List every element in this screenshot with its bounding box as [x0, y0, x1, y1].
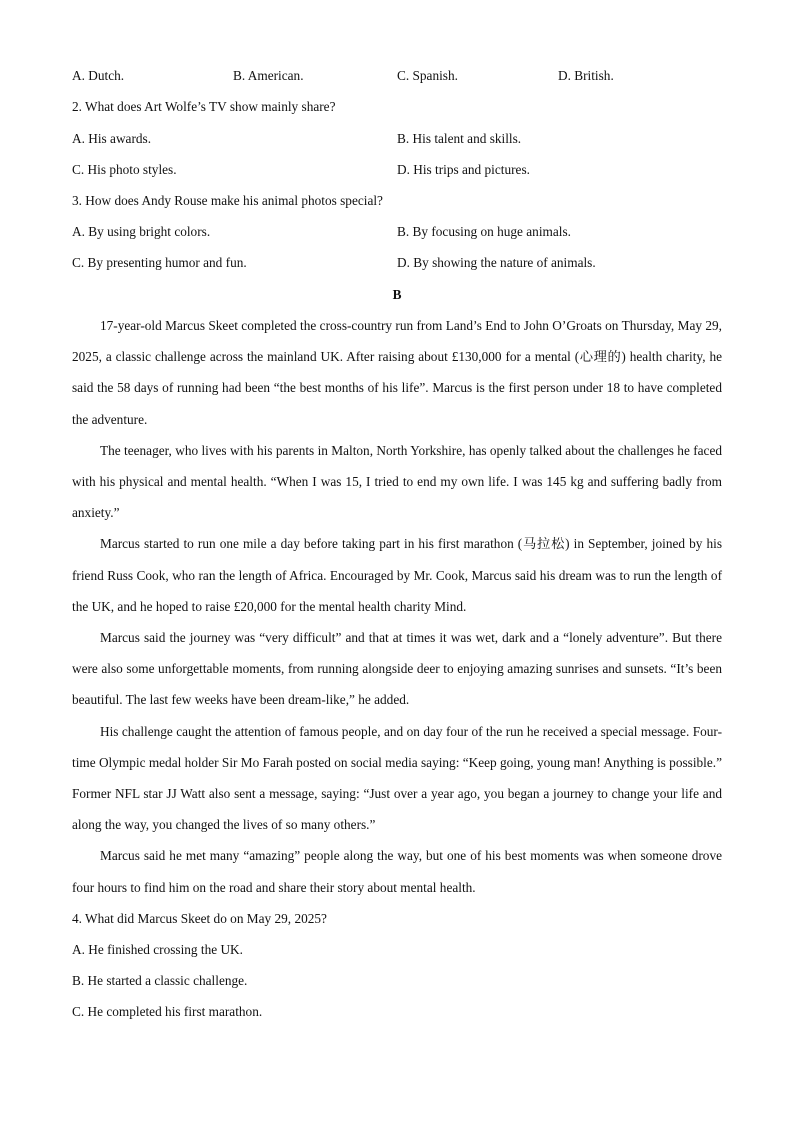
q4-option-b: B. He started a classic challenge. [72, 973, 248, 988]
q2-option-d: D. His trips and pictures. [397, 162, 530, 177]
passage-paragraph: His challenge caught the attention of famous people, and on day four of the run he received a special message. Four-time Olympic medal holder Sir Mo Farah posted on social media saying: “Keep going, young man! Anything is possible.” Former NFL star JJ Watt also sent a message, saying: “Just over a year ago, you began a journey to change your life and along the way, you changed the lives of so many others.” [72, 723, 722, 833]
passage-paragraph: Marcus said he met many “amazing” people along the way, but one of his best moments was when someone drove four hours to find him on the road and share their story about mental health. [72, 848, 722, 895]
passage-paragraph: Marcus said the journey was “very difficult” and that at times it was wet, dark and a “lonely adventure”. But there were also some unforgettable moments, from running alongside deer to enjoying amazing sunrises and sunsets. “It’s been beautiful. The last few weeks have been dream-like,” he added. [72, 630, 722, 708]
passage-paragraph: The teenager, who lives with his parents in Malton, North Yorkshire, has openly talked about the challenges he faced with his physical and mental health. “When I was 15, I tried to end my own life. I was 145 kg and suffering badly from anxiety.” [72, 442, 722, 521]
q4-stem: 4. What did Marcus Skeet do on May 29, 2025? [72, 911, 327, 926]
q1-option-a: A. Dutch. [72, 68, 125, 83]
q3-stem: 3. How does Andy Rouse make his animal photos special? [72, 193, 383, 208]
passage-paragraph: 17-year-old Marcus Skeet completed the cross-country run from Land’s End to John O’Groats on Thursday, May 29, 2025, a classic challenge across the mainland UK. After raising about £130,000 for a mental (心理的) health charity, he said the 58 days of running had been “the best months of his life”. Marcus is the first person under 18 to have completed the adventure. [72, 318, 722, 427]
q1-option-c: C. Spanish. [397, 68, 458, 83]
q1-option-b: B. American. [233, 68, 304, 83]
passage [72, 310, 722, 903]
passage-paragraph: Marcus started to run one mile a day before taking part in his first marathon (马拉松) in September, joined by his friend Russ Cook, who ran the length of Africa. Encouraged by Mr. Cook, Marcus said his dream was to run the length of the UK, and he hoped to raise £20,000 for the mental health charity Mind. [72, 536, 722, 614]
section-b-heading: B [392, 287, 402, 302]
q3-option-d: D. By showing the nature of animals. [397, 255, 596, 270]
q3-option-c: C. By presenting humor and fun. [72, 255, 247, 270]
q2-option-a: A. His awards. [72, 131, 152, 146]
q1-option-d: D. British. [558, 68, 614, 83]
q2-stem: 2. What does Art Wolfe’s TV show mainly share? [72, 99, 336, 114]
q3-option-a: A. By using bright colors. [72, 224, 211, 239]
q2-option-c: C. His photo styles. [72, 162, 177, 177]
q3-option-b: B. By focusing on huge animals. [397, 224, 571, 239]
q2-option-b: B. His talent and skills. [397, 131, 522, 146]
q4-option-a: A. He finished crossing the UK. [72, 942, 243, 957]
q4-option-c: C. He completed his first marathon. [72, 1004, 263, 1019]
